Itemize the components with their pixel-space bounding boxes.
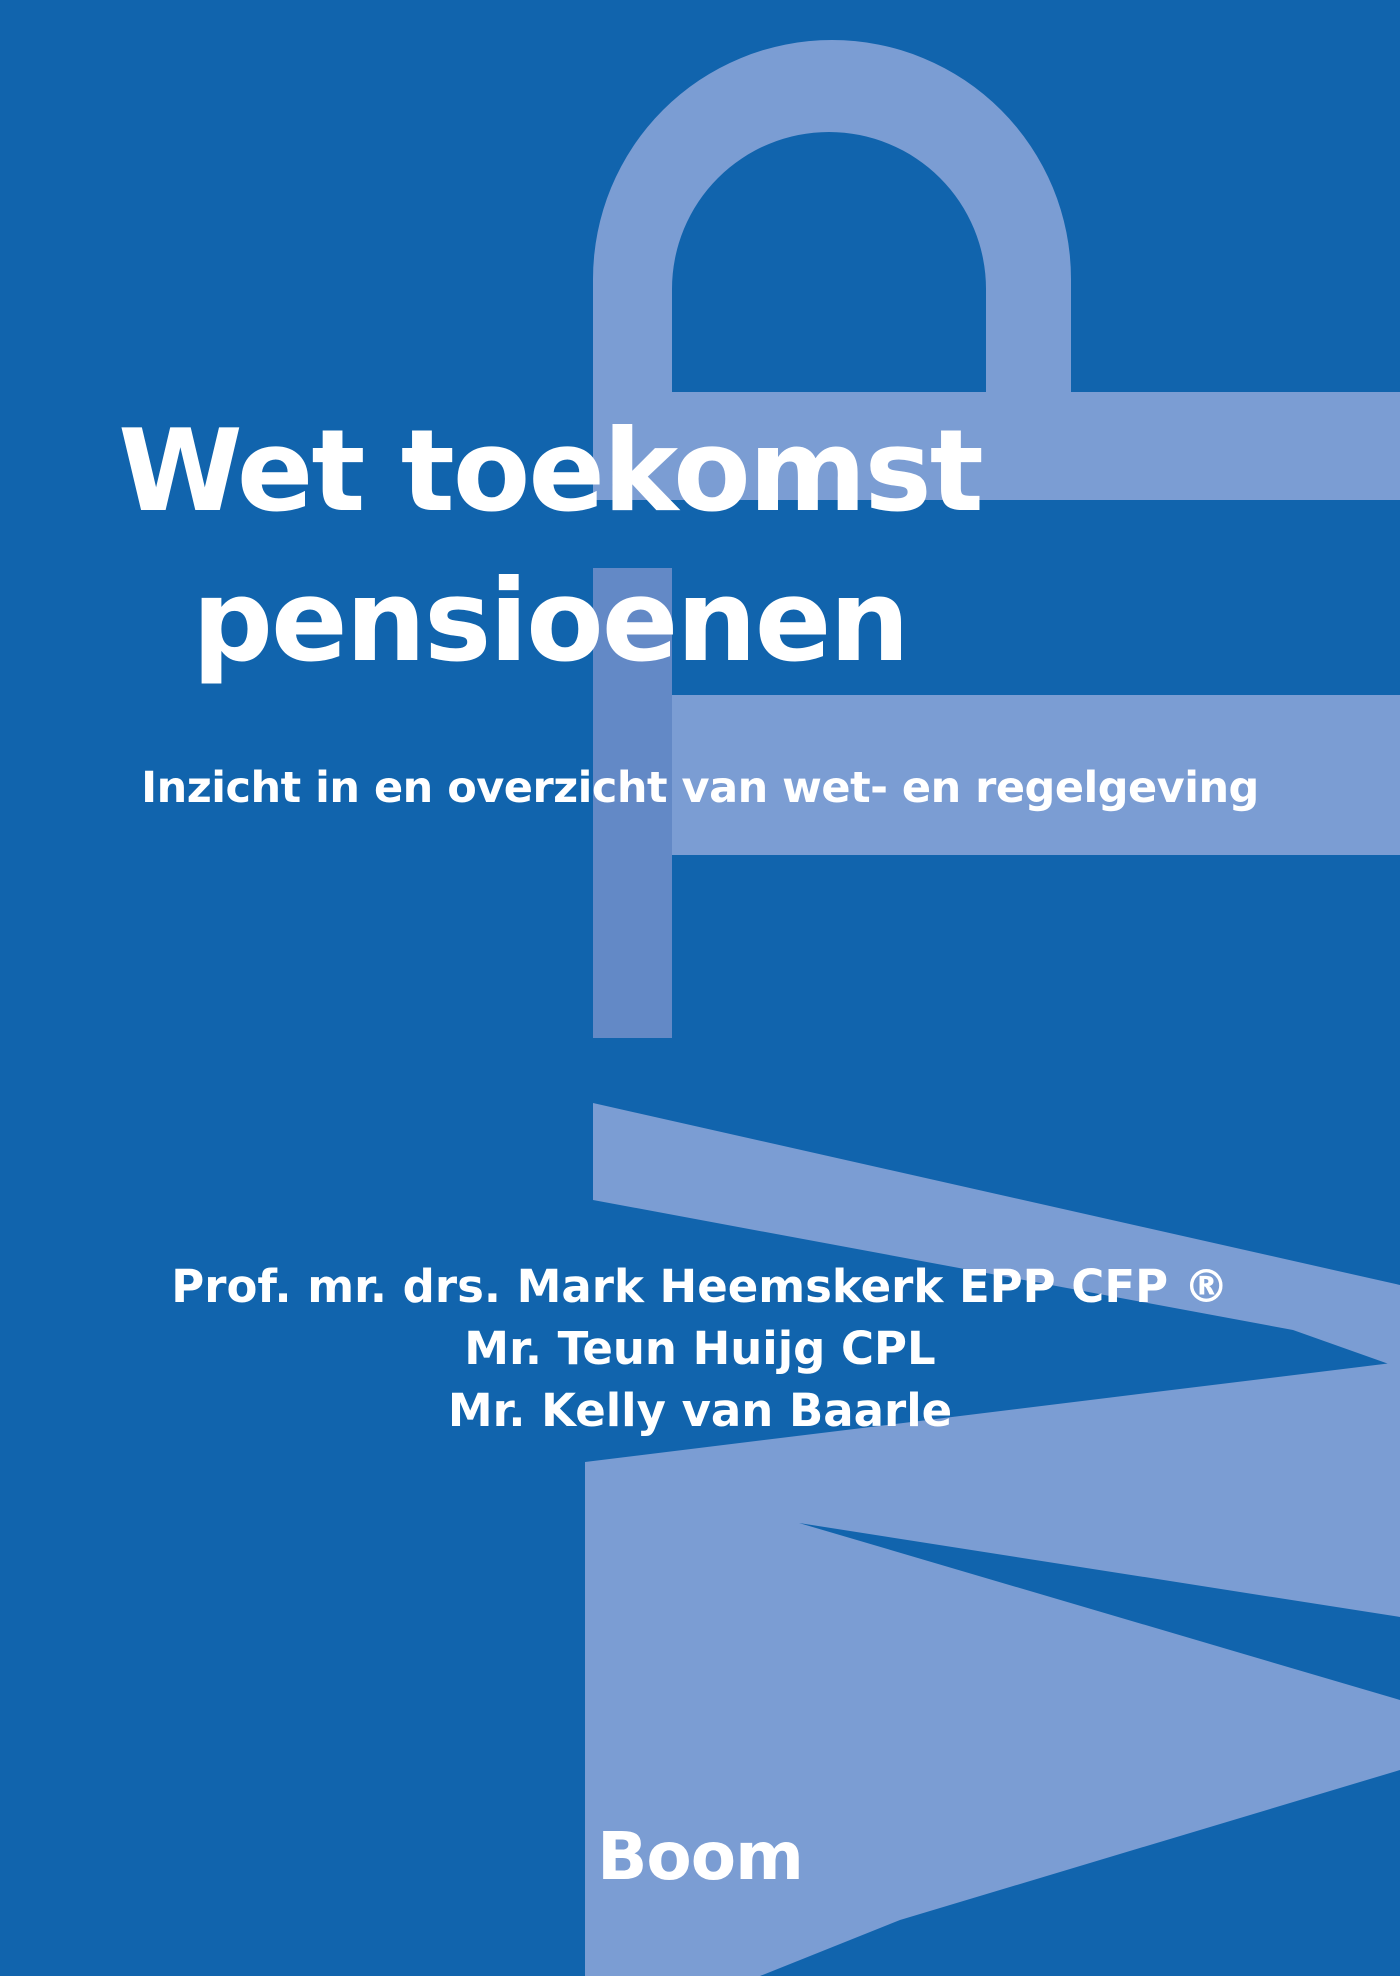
author-line: Prof. mr. drs. Mark Heemskerk EPP CFP ® (171, 1260, 1229, 1313)
book-subtitle: Inzicht in en overzicht van wet- en regelgeving (141, 763, 1259, 813)
book-title-line1: Wet toekomst (118, 404, 982, 537)
book-title (0, 396, 1100, 696)
author-list (0, 1256, 1400, 1442)
publisher-logo: Boom (597, 1818, 803, 1895)
author-line: Mr. Kelly van Baarle (447, 1384, 953, 1437)
author-line: Mr. Teun Huijg CPL (464, 1322, 936, 1375)
book-title-line2: pensioenen (192, 554, 908, 687)
